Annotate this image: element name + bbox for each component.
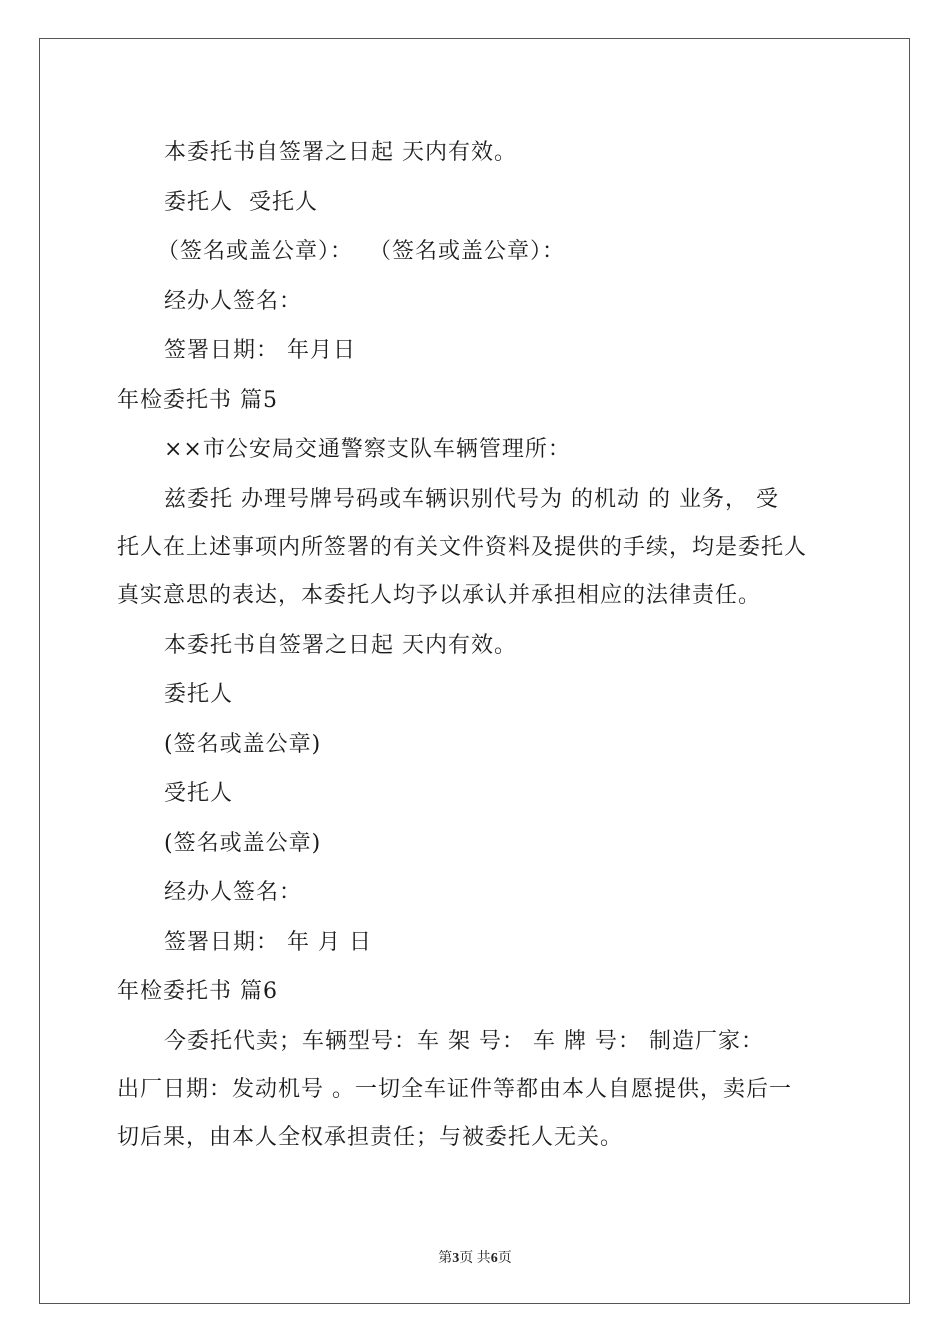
section6-heading: 年检委托书 篇6: [117, 979, 278, 1004]
section5-agent-sign: (签名或盖公章): [164, 830, 322, 856]
section5-agent: 受托人: [164, 781, 234, 806]
section6-paragraph-row: 出厂日期：发动机号 。一切全车证件等都由本人自愿提供，卖后一: [117, 1076, 792, 1102]
sign-date-line: 签署日期： 年月日: [164, 338, 356, 363]
page-footer: [0, 1247, 950, 1267]
document-body: [117, 128, 835, 1163]
section5-principal: 委托人: [164, 682, 234, 707]
validity-line: 本委托书自签署之日起 天内有效。: [164, 140, 517, 165]
signature-line: （签名或盖公章）： （签名或盖公章）：: [157, 239, 565, 264]
section5-principal-sign: (签名或盖公章): [164, 731, 322, 757]
footer-total-pages: 6: [490, 1251, 498, 1266]
section5-paragraph-row: 真实意思的表达，本委托人均予以承认并承担相应的法律责任。: [117, 582, 762, 608]
footer-suffix: 页: [497, 1251, 512, 1266]
section6-paragraph-row: 切后果，由本人全权承担责任；与被委托人无关。: [117, 1124, 624, 1150]
principal-agent-line: 委托人 受托人: [164, 189, 318, 215]
section5-addressee: ××市公安局交通警察支队车辆管理所：: [164, 437, 571, 462]
section5-sign-date: 签署日期： 年 月 日: [164, 929, 372, 955]
section5-heading: 年检委托书 篇5: [117, 387, 278, 413]
section5-paragraph: [117, 476, 835, 620]
section6-paragraph-row: 今委托代卖；车辆型号：车 架 号： 车 牌 号： 制造厂家：: [164, 1028, 764, 1054]
section5-paragraph-row: 兹委托 办理号牌号码或车辆识别代号为 的机动 的 业务， 受: [164, 486, 779, 512]
section5-paragraph-row: 托人在上述事项内所签署的有关文件资料及提供的手续，均是委托人: [117, 534, 808, 560]
handler-signature-line: 经办人签名：: [164, 288, 303, 314]
footer-mid: 页 共: [459, 1251, 491, 1266]
footer-prefix: 第: [438, 1251, 453, 1266]
section5-validity: 本委托书自签署之日起 天内有效。: [164, 632, 517, 658]
footer-current-page: 3: [452, 1251, 460, 1266]
section5-handler-sign: 经办人签名：: [164, 880, 303, 905]
section6-paragraph: [117, 1018, 835, 1162]
